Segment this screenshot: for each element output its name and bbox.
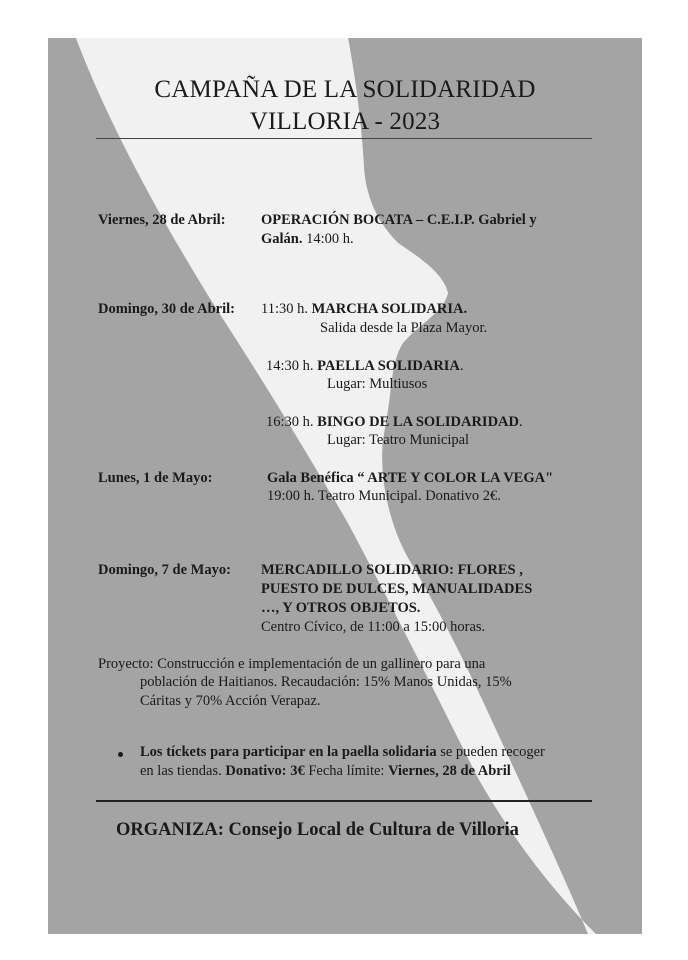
date-viernes: Viernes, 28 de Abril: <box>98 212 226 228</box>
marcha-name: MARCHA SOLIDARIA. <box>311 301 468 317</box>
proyecto-line-3: Cáritas y 70% Acción Verapaz. <box>140 693 321 709</box>
event-marcha <box>261 301 467 318</box>
tickets-text-1: se pueden recoger <box>436 744 545 760</box>
marcha-detail: Salida desde la Plaza Mayor. <box>320 320 488 336</box>
poster <box>48 38 642 934</box>
event-galan: Galán. <box>261 231 303 247</box>
paella-detail: Lugar: Multiusos <box>327 376 428 392</box>
event-gala: Gala Benéfica “ ARTE Y COLOR LA VEGA" <box>267 470 554 486</box>
event-paella <box>266 358 464 375</box>
event-mercadillo-line-3: …, Y OTROS OBJETOS. <box>261 600 421 616</box>
title-divider <box>96 138 592 139</box>
tickets-line-2 <box>140 763 511 780</box>
tickets-text-3: Fecha límite: <box>304 763 389 779</box>
bingo-time: 16:30 h. <box>266 414 318 430</box>
date-domingo-30: Domingo, 30 de Abril: <box>98 301 235 317</box>
tickets-fecha: Viernes, 28 de Abril <box>388 763 511 779</box>
tickets-donativo: Donativo: 3€ <box>225 763 305 779</box>
title-line-2: VILLORIA - 2023 <box>249 108 441 135</box>
paella-name: PAELLA SOLIDARIA <box>317 358 460 374</box>
bingo-detail: Lugar: Teatro Municipal <box>327 432 470 448</box>
mercadillo-detail: Centro Cívico, de 11:00 a 15:00 horas. <box>261 619 486 635</box>
tickets-bold-1: Los tíckets para participar en la paella solidaria <box>140 744 437 760</box>
title-line-1: CAMPAÑA DE LA SOLIDARIDAD <box>154 76 536 103</box>
date-lunes: Lunes, 1 de Mayo: <box>98 470 213 486</box>
bingo-name: BINGO DE LA SOLIDARIDAD <box>317 414 519 430</box>
paella-time: 14:30 h. <box>266 358 318 374</box>
event-operacion-bocata: OPERACIÓN BOCATA – C.E.I.P. Gabriel y <box>261 212 537 228</box>
organiza: ORGANIZA: Consejo Local de Cultura de Villoria <box>116 820 519 840</box>
event-mercadillo-line-2: PUESTO DE DULCES, MANUALIDADES <box>261 581 533 597</box>
tickets-line-1 <box>140 744 545 761</box>
event-viernes-time: 14:00 h. <box>302 231 354 247</box>
footer-divider <box>96 800 592 802</box>
proyecto-line-2: población de Haitianos. Recaudación: 15% Manos Unidas, 15% <box>140 674 512 690</box>
tickets-text-2: en las tiendas. <box>140 763 226 779</box>
date-domingo-7: Domingo, 7 de Mayo: <box>98 562 231 578</box>
bullet-icon <box>118 752 123 757</box>
event-mercadillo-line-1: MERCADILLO SOLIDARIO: FLORES , <box>261 562 523 578</box>
paella-dot: . <box>459 358 464 374</box>
event-operacion-bocata-line-2 <box>261 231 354 248</box>
gala-detail: 19:00 h. Teatro Municipal. Donativo 2€. <box>267 488 501 504</box>
event-bingo <box>266 414 523 431</box>
marcha-time: 11:30 h. <box>261 301 312 317</box>
proyecto-line-1: Proyecto: Construcción e implementación de un gallinero para una <box>98 656 486 672</box>
bingo-dot: . <box>519 414 523 430</box>
